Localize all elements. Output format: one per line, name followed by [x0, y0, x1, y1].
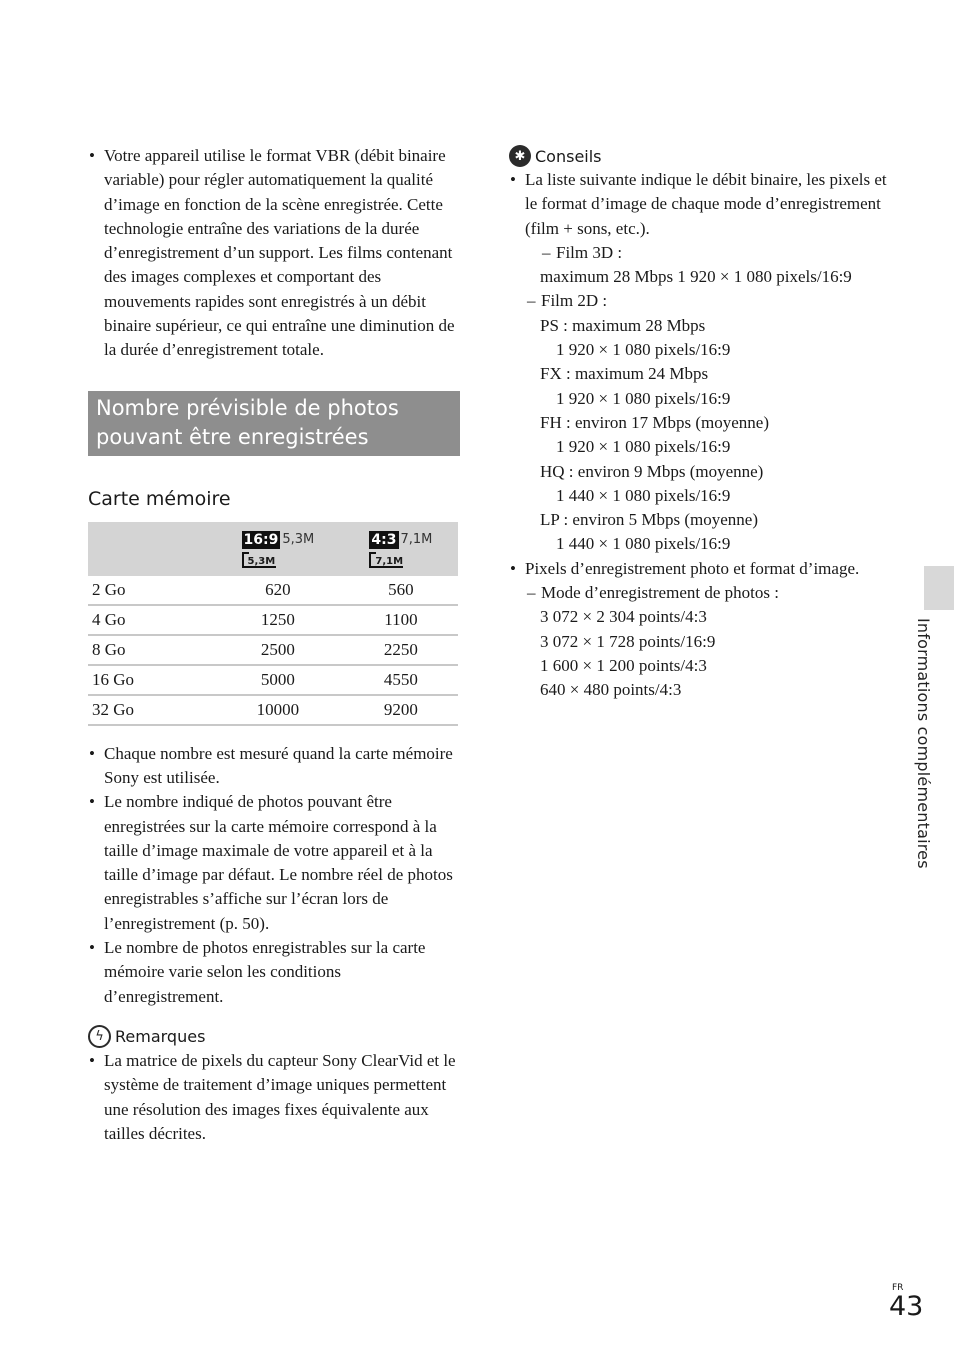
mode-label: HQ : environ 9 Mbps (moyenne)	[540, 461, 764, 481]
section-title	[88, 391, 460, 456]
ratio-4-3-icon: 4:3	[371, 531, 397, 548]
mode-label: PS : maximum 28 Mbps	[540, 315, 706, 335]
image-size-icon: 7,1M	[369, 552, 403, 568]
tips-heading-label: Conseils	[535, 146, 602, 166]
notes-heading	[88, 1025, 460, 1049]
megapixel-label: 7,1M	[400, 532, 433, 548]
count-cell: 4550	[344, 665, 458, 695]
right-column	[509, 144, 889, 703]
ratio-16-9-icon: 16:9	[243, 531, 279, 548]
count-cell: 560	[344, 576, 458, 605]
table-row	[88, 695, 458, 725]
count-cell: 10000	[212, 695, 344, 725]
image-size-icon: 5,3M	[242, 552, 276, 568]
capacity-cell: 2 Go	[88, 576, 212, 605]
mode-resolution: 1 920 × 1 080 pixels/16:9	[556, 340, 731, 360]
photo-mode-label: – Mode d’enregistrement de photos :	[525, 581, 889, 605]
photo-size: 1 600 × 1 200 points/4:3	[540, 655, 707, 675]
count-cell: 2250	[344, 635, 458, 665]
photo-size: 640 × 480 points/4:3	[540, 680, 682, 700]
caution-icon: ϟ	[88, 1025, 111, 1048]
megapixel-label: 5,3M	[282, 532, 315, 548]
language-code: FR	[892, 1283, 904, 1293]
table-header-row	[88, 522, 458, 576]
capacity-cell: 16 Go	[88, 665, 212, 695]
count-cell: 2500	[212, 635, 344, 665]
list-item: • Le nombre indiqué de photos pouvant être enregistrées sur la carte mémoire correspond à la taille d’image maximale de votre appareil et à la taille d’image par défaut. Le nombre réel de photos enregistrables s’affiche sur l’écran lors de l’enregistrement (p. 50).	[88, 790, 460, 936]
section-title-line2: pouvant être enregistrées	[96, 424, 369, 449]
mode-label: FX : maximum 24 Mbps	[540, 364, 709, 384]
count-cell: 9200	[344, 695, 458, 725]
list-item: • Le nombre de photos enregistrables sur la carte mémoire varie selon les conditions d’enregistrement.	[88, 936, 460, 1009]
mode-label: FH : environ 17 Mbps (moyenne)	[540, 412, 770, 432]
count-cell: 620	[212, 576, 344, 605]
table-row	[88, 605, 458, 635]
list-item: • La matrice de pixels du capteur Sony ClearVid et le système de traitement d’image uniques permettent une résolution des images fixes équivalente aux tailles décrites.	[88, 1049, 460, 1146]
film3d-value: maximum 28 Mbps 1 920 × 1 080 pixels/16:9	[540, 267, 852, 287]
page-number: 43	[889, 1291, 924, 1322]
capacity-cell: 4 Go	[88, 605, 212, 635]
section-title-line1: Nombre prévisible de photos	[96, 395, 399, 420]
left-column	[88, 144, 460, 1146]
mode-resolution: 1 440 × 1 080 pixels/16:9	[556, 485, 731, 505]
list-item: • Pixels d’enregistrement photo et format d’image.	[509, 557, 889, 581]
photo-count-table	[88, 522, 458, 726]
table-row	[88, 635, 458, 665]
capacity-cell: 32 Go	[88, 695, 212, 725]
memory-card-heading: Carte mémoire	[88, 487, 231, 510]
lightbulb-icon: ✱	[509, 145, 531, 167]
mode-resolution: 1 920 × 1 080 pixels/16:9	[556, 437, 731, 457]
photo-size: 3 072 × 2 304 points/4:3	[540, 607, 707, 627]
header-col-16-9	[212, 522, 344, 576]
intro-bullet: • Votre appareil utilise le format VBR (débit binaire variable) pour régler automatiquement la qualité d’image en fonction de la scène enregistrée. Cette technologie entraîne des variations de la durée d’enregistrement d’un support. Les films contenant des images complexes et comportant des mouvements rapides sont enregistrés à un débit binaire supérieur, ce qui entraîne une diminution de la durée d’enregistrement totale.	[88, 144, 460, 363]
mode-label: LP : environ 5 Mbps (moyenne)	[540, 510, 758, 530]
list-item: • La liste suivante indique le débit binaire, les pixels et le format d’image de chaque mode d’enregistrement (film + sons, etc.).	[509, 168, 889, 241]
photo-size: 3 072 × 1 728 points/16:9	[540, 631, 716, 651]
mode-resolution: 1 440 × 1 080 pixels/16:9	[556, 534, 731, 554]
mode-resolution: 1 920 × 1 080 pixels/16:9	[556, 388, 731, 408]
header-empty-cell	[88, 522, 212, 576]
notes-heading-label: Remarques	[115, 1027, 206, 1047]
count-cell: 1250	[212, 605, 344, 635]
capacity-cell: 8 Go	[88, 635, 212, 665]
header-col-4-3	[344, 522, 458, 576]
count-cell: 1100	[344, 605, 458, 635]
film3d-label: – Film 3D :	[540, 241, 889, 265]
count-cell: 5000	[212, 665, 344, 695]
table-row	[88, 665, 458, 695]
film2d-label: – Film 2D :	[525, 289, 889, 313]
table-row	[88, 576, 458, 605]
chapter-label	[898, 618, 948, 878]
tips-heading	[509, 144, 889, 168]
chapter-label-text: Informations complémentaires	[914, 618, 933, 869]
chapter-tab	[924, 566, 954, 610]
list-item: • Chaque nombre est mesuré quand la carte mémoire Sony est utilisée.	[88, 742, 460, 791]
